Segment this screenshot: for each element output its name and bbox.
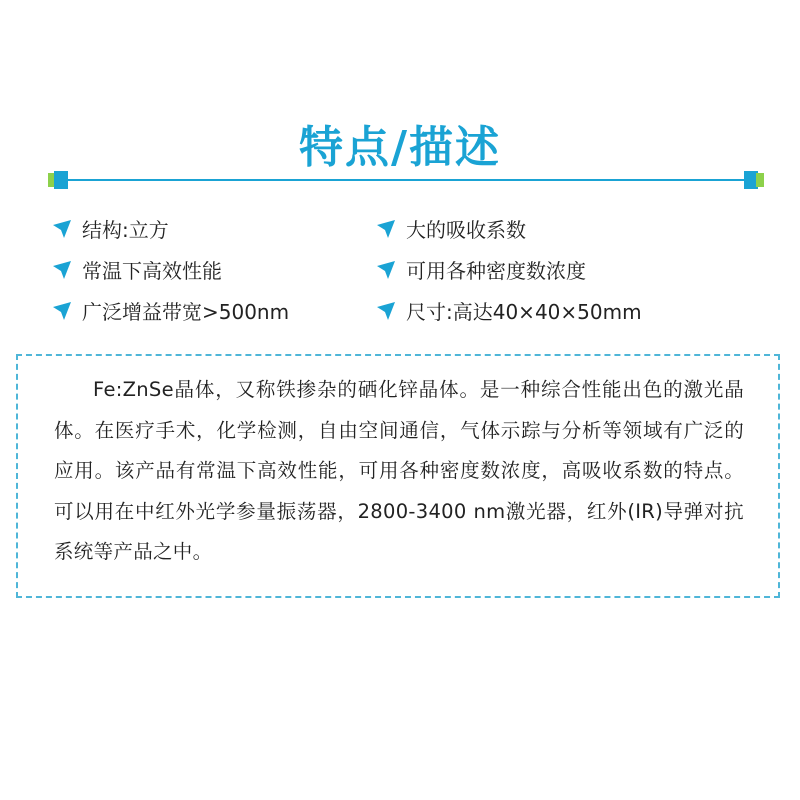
feature-item [50,251,222,291]
feature-text: 常温下高效性能 [82,259,222,283]
feature-item [50,210,169,250]
feature-text: 广泛增益带宽>500nm [82,300,290,324]
description-box [16,354,780,598]
divider-right-cap-outer [756,173,764,187]
divider-right-cap [746,171,764,189]
title-divider [48,171,764,189]
divider-left-cap [48,171,66,189]
arrow-icon [374,299,398,323]
feature-item [50,292,289,332]
arrow-icon [50,299,74,323]
feature-item [374,292,642,332]
feature-item [374,210,526,250]
divider-left-cap-inner [54,171,68,189]
page-title: 特点/描述 [298,122,502,173]
feature-text: 大的吸收系数 [406,218,526,242]
arrow-icon [50,217,74,241]
feature-text: 尺寸:高达40×40×50mm [406,300,642,324]
arrow-icon [374,217,398,241]
arrow-icon [374,258,398,282]
feature-text: 结构:立方 [82,218,169,242]
feature-item [374,251,586,291]
feature-text: 可用各种密度数浓度 [406,259,586,283]
divider-line [68,179,744,181]
arrow-icon [50,258,74,282]
description-text: Fe:ZnSe晶体，又称铁掺杂的硒化锌晶体。是一种综合性能出色的激光晶体。在医疗手术，化学检测，自由空间通信，气体示踪与分析等领域有广泛的应用。该产品有常温下高效性能，可用各种密度数浓度，高吸收系数的特点。可以用在中红外光学参量振荡器，2800-3400 nm激光器，红外(IR)导弹对抗系统等产品之中。 [54,378,744,563]
